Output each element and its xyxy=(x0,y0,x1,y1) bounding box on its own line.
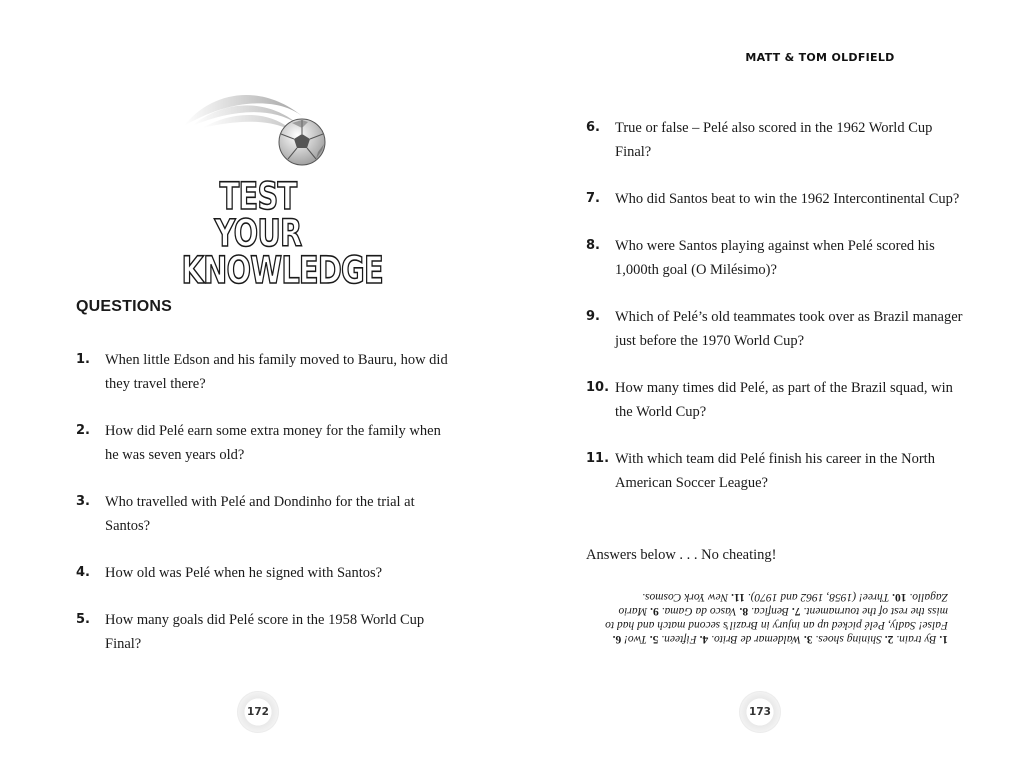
title-line-1: TEST YOUR xyxy=(214,175,302,255)
answer-number: 1. xyxy=(939,633,948,645)
question-number: 5. xyxy=(76,612,90,627)
question-item xyxy=(586,116,966,164)
question-number: 4. xyxy=(76,565,90,580)
question-number: 8. xyxy=(586,238,600,253)
question-text: When little Edson and his family moved to Bauru, how did they travel there? xyxy=(105,352,448,392)
question-item xyxy=(76,608,456,656)
answer-text: Mario Zagallo. xyxy=(618,591,948,617)
page-number: 172 xyxy=(237,691,279,733)
question-text: Who did Santos beat to win the 1962 Intercontinental Cup? xyxy=(615,191,960,207)
answer-text: Vasco da Gama. xyxy=(658,605,740,617)
question-item xyxy=(76,419,456,467)
answer-text: False! Sadly, Pelé picked up an injury in Brazil’s second match and had to miss the rest of the tournament. xyxy=(605,605,948,631)
question-number: 1. xyxy=(76,352,90,367)
question-text: Who travelled with Pelé and Dondinho for the trial at Santos? xyxy=(105,494,415,534)
question-number: 3. xyxy=(76,494,90,509)
question-number: 6. xyxy=(586,120,600,135)
football-swoosh-icon xyxy=(180,82,330,172)
answer-number: 9. xyxy=(650,605,659,617)
question-text: True or false – Pelé also scored in the 1962 World Cup Final? xyxy=(615,120,933,160)
question-number: 11. xyxy=(586,451,610,466)
answer-number: 3. xyxy=(803,633,813,645)
answer-text: Two! xyxy=(621,633,650,645)
answer-text: Shining shoes. xyxy=(812,633,885,645)
question-number: 7. xyxy=(586,191,600,206)
answer-text: By train. xyxy=(893,633,940,645)
question-list xyxy=(586,116,966,518)
question-item xyxy=(586,187,966,211)
page-title xyxy=(160,175,383,292)
question-item xyxy=(76,490,456,538)
page-number: 173 xyxy=(739,691,781,733)
answer-text: Three! (1958, 1962 and 1970). xyxy=(744,591,893,603)
question-text: With which team did Pelé finish his career in the North American Soccer League? xyxy=(615,451,935,491)
question-item xyxy=(586,305,966,353)
answer-text: Fifteen. xyxy=(658,633,700,645)
question-list xyxy=(76,348,456,679)
question-text: How many goals did Pelé score in the 1958 World Cup Final? xyxy=(105,612,425,652)
question-number: 2. xyxy=(76,423,90,438)
question-text: Who were Santos playing against when Pelé scored his 1,000th goal (O Milésimo)? xyxy=(615,238,935,278)
answer-text: Waldemar de Brito. xyxy=(708,633,804,645)
answer-number: 7. xyxy=(791,605,801,617)
answer-number: 8. xyxy=(739,605,749,617)
answer-number: 11. xyxy=(731,591,745,603)
question-text: How did Pelé earn some extra money for the family when he was seven years old? xyxy=(105,423,441,463)
title-line-2: KNOWLEDGE xyxy=(181,249,383,292)
question-number: 10. xyxy=(586,380,610,395)
question-item xyxy=(586,447,966,495)
question-item xyxy=(76,348,456,396)
answer-number: 6. xyxy=(612,633,622,645)
question-number: 9. xyxy=(586,309,600,324)
question-text: How old was Pelé when he signed with Santos? xyxy=(105,565,383,581)
answer-key-upside-down xyxy=(586,590,948,646)
question-text: Which of Pelé’s old teammates took over as Brazil manager just before the 1970 World Cup? xyxy=(615,309,963,349)
answer-text: Benfica. xyxy=(748,605,792,617)
answer-number: 10. xyxy=(892,591,907,603)
answer-text: New York Cosmos. xyxy=(642,591,732,603)
question-item xyxy=(76,561,456,585)
question-item xyxy=(586,376,966,424)
right-page xyxy=(510,0,1020,783)
answers-note: Answers below . . . No cheating! xyxy=(586,547,777,563)
answer-number: 2. xyxy=(884,633,894,645)
running-head: MATT & TOM OLDFIELD xyxy=(745,51,895,64)
section-heading: QUESTIONS xyxy=(76,298,173,315)
answer-number: 5. xyxy=(649,633,659,645)
question-item xyxy=(586,234,966,282)
question-text: How many times did Pelé, as part of the Brazil squad, win the World Cup? xyxy=(615,380,953,420)
answer-number: 4. xyxy=(699,633,709,645)
